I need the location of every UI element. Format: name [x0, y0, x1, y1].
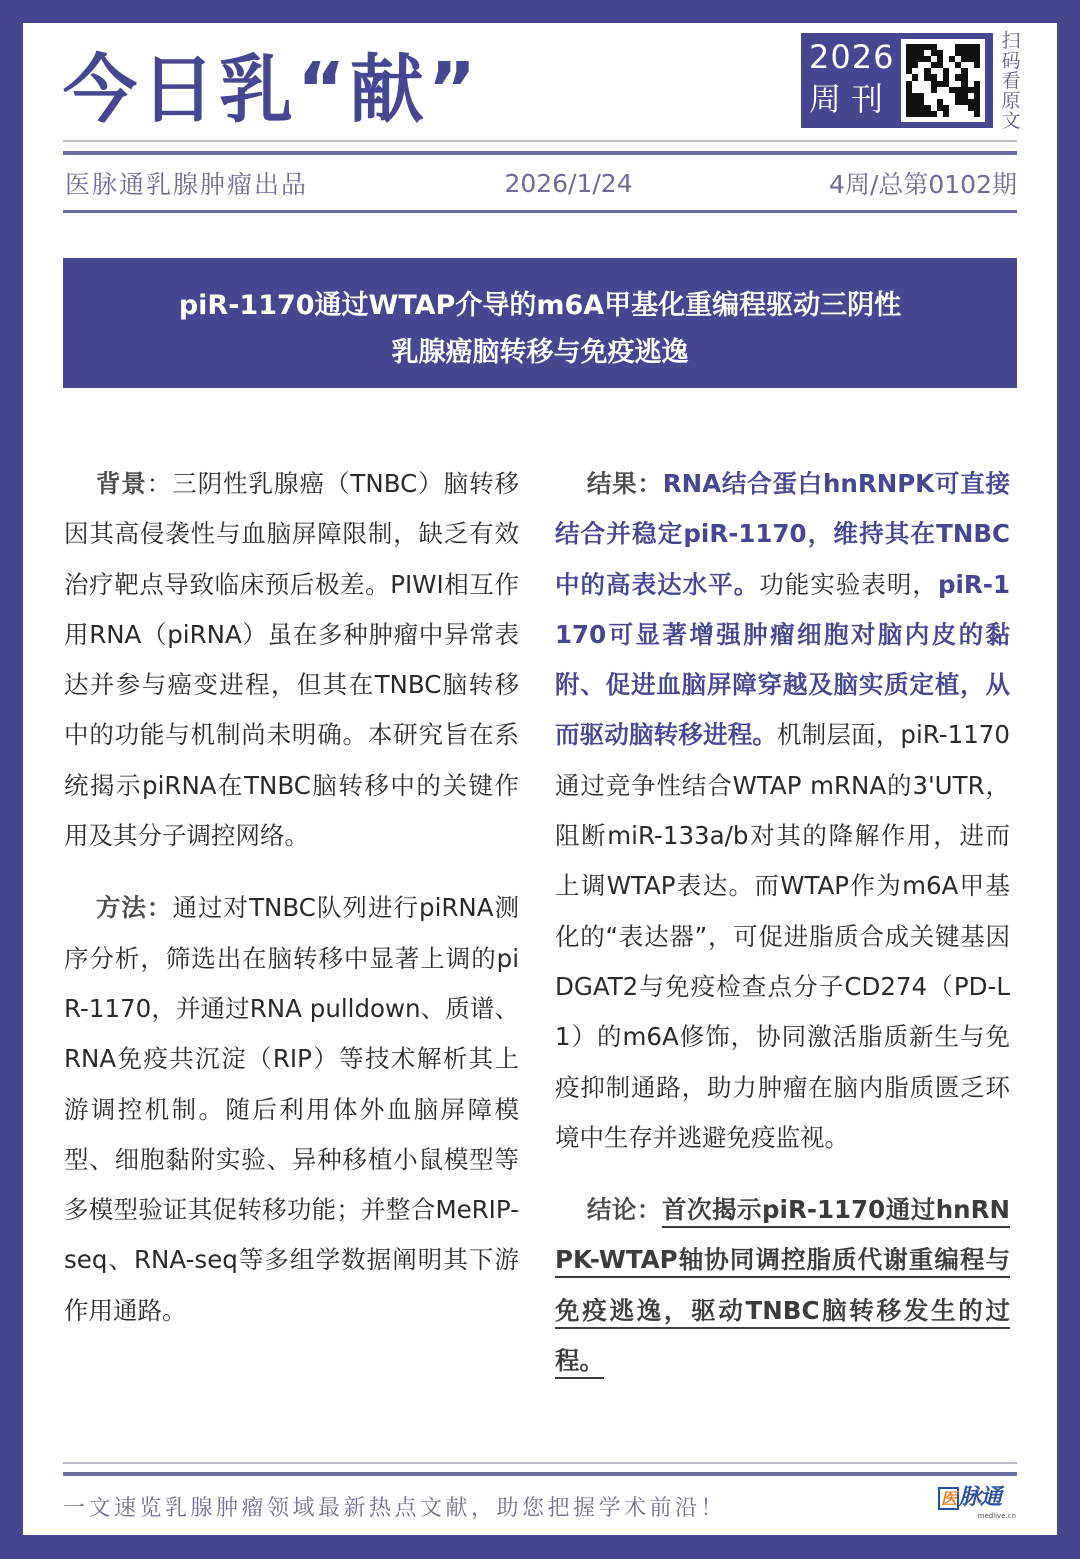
- section-label: 结论: [586, 1195, 637, 1225]
- divider: [63, 1472, 1017, 1476]
- logo-url: medlive.cn: [977, 1512, 1016, 1520]
- issue-date: 2026/1/24: [504, 168, 633, 198]
- divider: [63, 1462, 1017, 1464]
- right-column: [555, 459, 1010, 1408]
- results-section: 结果：RNA结合蛋白hnRNPK可直接结合并稳定piR-1170，维持其在TNBC中的高表达水平。功能实验表明，piR-1170可显著增强肿瘤细胞对脑内皮的黏附、促进血脑屏障穿越及脑实质定植，从而驱动脑转移进程。机制层面，piR-1170通过竞争性结合WTAP mRNA的3'UTR，阻断miR-133a/b对其的降解作用，进而上调WTAP表达。而WTAP作为m6A甲基化的“表达器”，可促进脂质合成关键基因DGAT2与免疫检查点分子CD274（PD-L1）的m6A修饰，协同激活脂质新生与免疫抑制通路，助力肿瘤在脑内脂质匮乏环境中生存并逃避免疫监视。: [555, 469, 1011, 1152]
- section-text: 三阴性乳腺癌（TNBC）脑转移因其高侵袭性与血脑屏障限制，缺乏有效治疗靶点导致临床预后极差。PIWI相互作用RNA（piRNA）虽在多种肿瘤中异常表达并参与癌变进程，但其在TNBC脑转移中的功能与机制尚未明确。本研究旨在系统揭示piRNA在TNBC脑转移中的关键作用及其分子调控网络。: [64, 469, 520, 851]
- issue-label: 周刊: [809, 80, 894, 118]
- highlight-text: RNA结合蛋白hnRNPK可直接结合并稳定piR-1170，维持其在TNBC中的高表达水平。: [555, 469, 1011, 599]
- section-text: 通过对TNBC队列进行piRNA测序分析，筛选出在脑转移中显著上调的piR-1170，并通过RNA pulldown、质谱、RNA免疫共沉淀（RIP）等技术解析其上游调控机制。随后利用体外血脑屏障模型、细胞黏附实验、异种移植小鼠模型等多模型验证其促转移功能；并整合MeRIP-seq、RNA-seq等多组学数据阐明其下游作用通路。: [64, 893, 520, 1325]
- issue-year: 2026: [809, 38, 895, 76]
- page: [23, 23, 1057, 1535]
- article-title-line: 乳腺癌脑转移与免疫逃逸: [391, 337, 689, 368]
- qr-code-icon[interactable]: [901, 39, 985, 122]
- section-text: 功能实验表明，: [759, 569, 938, 599]
- footer-tagline: 一文速览乳腺肿瘤领域最新热点文献，助您把握学术前沿！: [63, 1496, 727, 1521]
- left-column: [64, 459, 519, 1358]
- issue-number: 4周/总第0102期: [829, 170, 1017, 199]
- meta-bar: [65, 168, 1017, 198]
- issue-badge: [801, 33, 993, 128]
- article-title-line: piR-1170通过WTAP介导的m6A甲基化重编程驱动三阴性: [178, 290, 902, 321]
- masthead-title: 今日乳“献”: [63, 47, 481, 133]
- section-label: 方法: [95, 893, 147, 923]
- article-title: [63, 258, 1017, 388]
- highlight-text: piR-1170可显著增强肿瘤细胞对脑内皮的黏附、促进血脑屏障穿越及脑实质定植，从而驱动脑转移进程。: [555, 569, 1010, 750]
- background-section: 背景：三阴性乳腺癌（TNBC）脑转移因其高侵袭性与血脑屏障限制，缺乏有效治疗靶点导致临床预后极差。PIWI相互作用RNA（piRNA）虽在多种肿瘤中异常表达并参与癌变进程，但其在TNBC脑转移中的功能与机制尚未明确。本研究旨在系统揭示piRNA在TNBC脑转移中的关键作用及其分子调控网络。: [64, 469, 520, 851]
- conclusion-section: 结论：首次揭示piR-1170通过hnRNPK-WTAP轴协同调控脂质代谢重编程与免疫逃逸，驱动TNBC脑转移发生的过程。: [555, 1195, 1010, 1376]
- publisher: 医脉通乳腺肿瘤出品: [65, 170, 309, 199]
- scan-to-view-label: 扫码看原文: [1001, 30, 1021, 132]
- divider: [63, 140, 1017, 142]
- section-text: 机制层面，piR-1170通过竞争性结合WTAP mRNA的3'UTR，阻断miR-133a/b对其的降解作用，进而上调WTAP表达。而WTAP作为m6A甲基化的“表达器”，可促进脂质合成关键基因DGAT2与免疫检查点分子CD274（PD-L1）的m6A修饰，协同激活脂质新生与免疫抑制通路，助力肿瘤在脑内脂质匮乏环境中生存并逃避免疫监视。: [555, 720, 1010, 1152]
- methods-section: 方法：通过对TNBC队列进行piRNA测序分析，筛选出在脑转移中显著上调的piR-1170，并通过RNA pulldown、质谱、RNA免疫共沉淀（RIP）等技术解析其上游调控机制。随后利用体外血脑屏障模型、细胞黏附实验、异种移植小鼠模型等多模型验证其促转移功能；并整合MeRIP-seq、RNA-seq等多组学数据阐明其下游作用通路。: [64, 893, 520, 1325]
- divider: [63, 210, 1017, 213]
- divider: [63, 151, 1017, 155]
- medlive-logo: 医 脉通 medlive.cn: [938, 1485, 1018, 1525]
- logo-mark-icon: 医: [938, 1487, 959, 1510]
- section-label: 背景: [95, 469, 147, 498]
- section-label: 结果: [586, 469, 638, 498]
- conclusion-text: 首次揭示piR-1170通过hnRNPK-WTAP轴协同调控脂质代谢重编程与免疫逃逸，驱动TNBC脑转移发生的过程。: [555, 1195, 1010, 1376]
